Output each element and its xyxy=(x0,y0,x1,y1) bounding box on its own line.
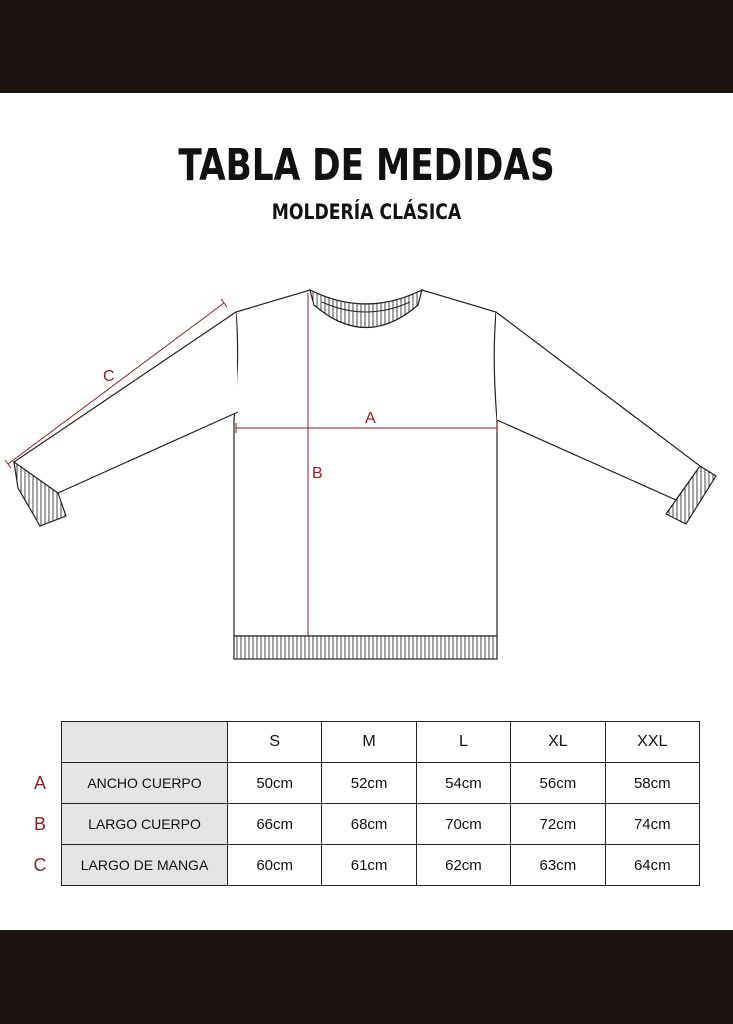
table-row xyxy=(62,763,700,804)
table-cell: 60cm xyxy=(228,845,322,886)
table-cell: 70cm xyxy=(416,804,510,845)
row-letter-a: A xyxy=(33,773,46,793)
table-cell: 54cm xyxy=(416,763,510,804)
label-a: A xyxy=(365,410,376,427)
size-header-xl: XL xyxy=(511,722,605,763)
page-subtitle: MOLDERÍA CLÁSICA xyxy=(271,200,462,224)
table-cell: 63cm xyxy=(511,845,605,886)
table-cell: 66cm xyxy=(228,804,322,845)
row-label: LARGO CUERPO xyxy=(62,804,228,845)
table-row xyxy=(62,804,700,845)
table-cell: 61cm xyxy=(322,845,416,886)
table-cell: 74cm xyxy=(605,804,699,845)
size-header-s: S xyxy=(228,722,322,763)
sweater-diagram xyxy=(0,270,733,670)
table-cell: 52cm xyxy=(322,763,416,804)
table-cell: 68cm xyxy=(322,804,416,845)
bottom-band xyxy=(0,930,733,1024)
size-header-m: M xyxy=(322,722,416,763)
size-header-l: L xyxy=(416,722,510,763)
size-header-row xyxy=(62,722,700,763)
waistband xyxy=(234,636,497,659)
table-row xyxy=(62,845,700,886)
table-corner-cell xyxy=(62,722,228,763)
row-label: ANCHO CUERPO xyxy=(62,763,228,804)
row-label: LARGO DE MANGA xyxy=(62,845,228,886)
table-cell: 64cm xyxy=(605,845,699,886)
left-sleeve xyxy=(14,312,238,493)
page-title: TABLA DE MEDIDAS xyxy=(178,140,555,191)
table-cell: 56cm xyxy=(511,763,605,804)
right-sleeve xyxy=(496,312,700,500)
top-band xyxy=(0,0,733,93)
table-cell: 58cm xyxy=(605,763,699,804)
row-letter-b: B xyxy=(33,814,46,834)
sweater-body xyxy=(234,290,497,636)
size-header-xxl: XXL xyxy=(605,722,699,763)
table-cell: 72cm xyxy=(511,804,605,845)
size-table xyxy=(61,721,700,886)
row-letter-c: C xyxy=(33,855,47,875)
table-cell: 62cm xyxy=(416,845,510,886)
label-b: B xyxy=(312,465,323,482)
table-cell: 50cm xyxy=(228,763,322,804)
label-c: C xyxy=(103,368,115,385)
